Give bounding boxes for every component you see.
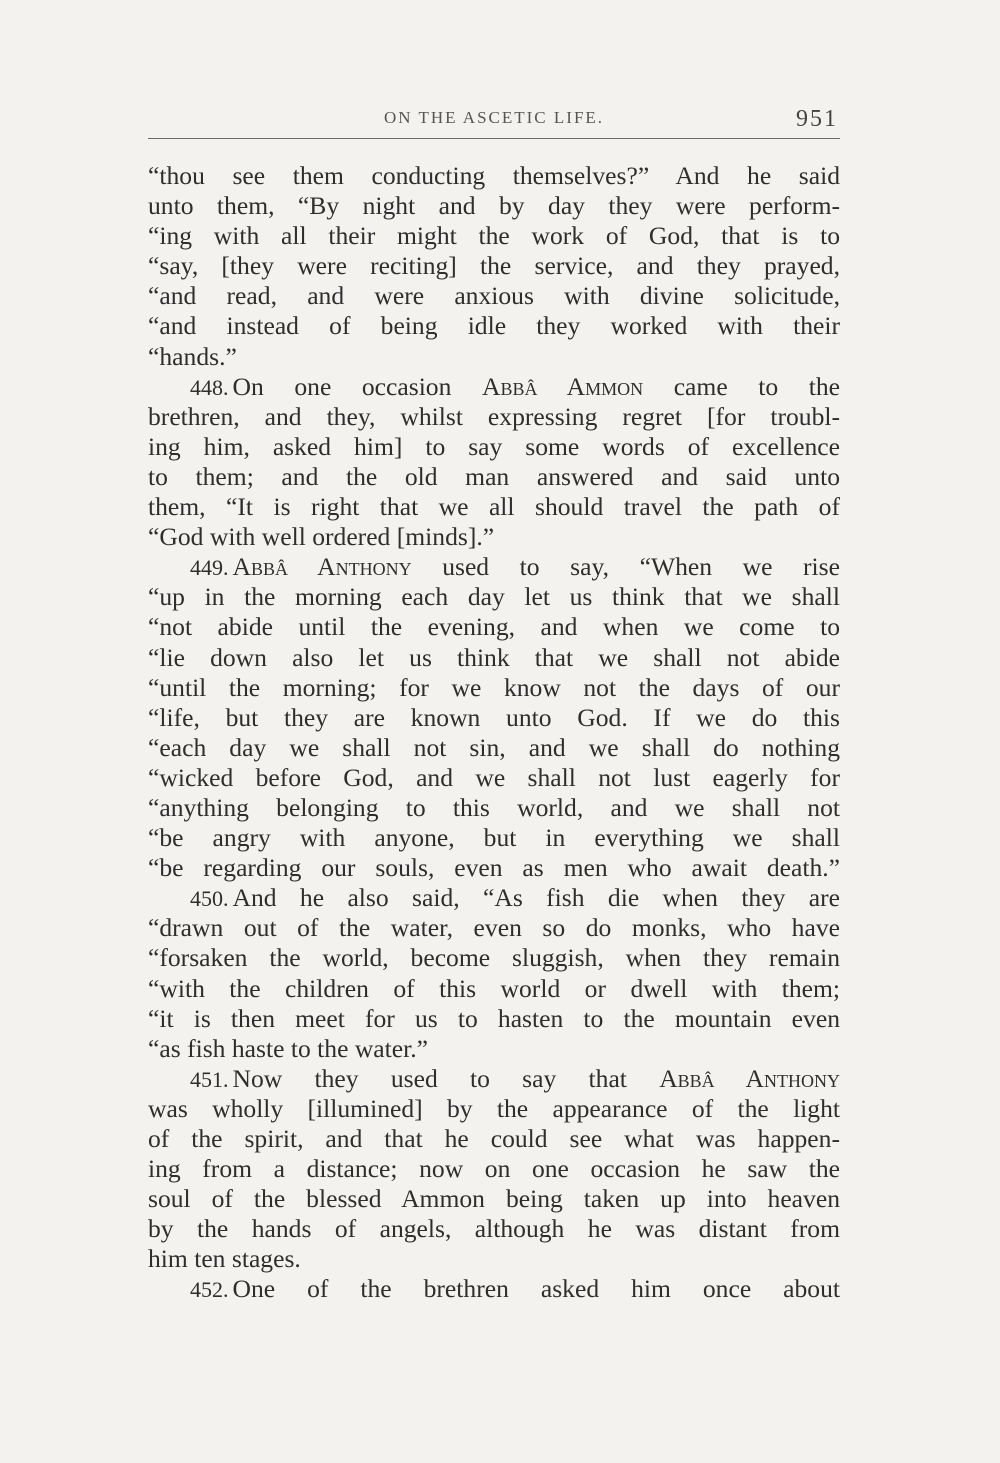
text-line: “ing with all their might the work of God, that is to: [148, 221, 840, 251]
text-line: “anything belonging to this world, and we shall not: [148, 792, 840, 822]
text-line: “as fish haste to the water.”: [148, 1033, 429, 1063]
body-text: [148, 161, 840, 1305]
text-line: [148, 1274, 840, 1304]
small-caps-name: Abbâ Anthony: [232, 552, 412, 582]
text-line: brethren, and they, whilst expressing regret [for troubl-: [148, 401, 840, 431]
text-line: “and instead of being idle they worked with their: [148, 311, 840, 341]
text-line: “life, but they are known unto God. If we do this: [148, 702, 840, 732]
text-segment: Now they used to say that: [232, 1063, 660, 1093]
text-line: to them; and the old man answered and said unto: [148, 461, 840, 491]
paragraph-number: 452.: [190, 1277, 229, 1303]
text-line: unto them, “By night and by day they were perform-: [148, 191, 840, 221]
text-line: [148, 372, 840, 402]
text-line: ing from a distance; now on one occasion he saw the: [148, 1154, 840, 1184]
paragraph-number: 448.: [190, 374, 229, 400]
text-line: ing him, asked him] to say some words of excellence: [148, 431, 840, 461]
text-segment: One of the brethren asked him once about: [232, 1274, 840, 1304]
text-line: “say, [they were reciting] the service, and they prayed,: [148, 251, 840, 281]
text-line: “lie down also let us think that we shall not abide: [148, 642, 840, 672]
text-line: [148, 883, 840, 913]
paragraph-number: 450.: [190, 886, 229, 912]
text-line: “up in the morning each day let us think that we shall: [148, 582, 840, 612]
text-line: him ten stages.: [148, 1244, 301, 1274]
text-line: “wicked before God, and we shall not lust eagerly for: [148, 762, 840, 792]
text-line: “thou see them conducting themselves?” And he said: [148, 161, 840, 190]
text-line: “be angry with anyone, but in everything we shall: [148, 823, 840, 853]
text-line: “each day we shall not sin, and we shall do nothing: [148, 732, 840, 762]
page-number: 951: [796, 106, 838, 132]
text-segment: used to say, “When we rise: [411, 552, 840, 582]
paragraph-number: 449.: [190, 555, 229, 581]
small-caps-name: Abbâ Anthony: [659, 1063, 840, 1093]
text-line: by the hands of angels, although he was distant from: [148, 1214, 840, 1244]
text-line: “not abide until the evening, and when we come to: [148, 612, 840, 642]
text-line: “with the children of this world or dwell with them;: [148, 973, 840, 1003]
text-line: “it is then meet for us to hasten to the mountain even: [148, 1003, 840, 1033]
text-line: “God with well ordered [minds].”: [148, 522, 495, 552]
book-page: [148, 104, 840, 1305]
text-line: “until the morning; for we know not the days of our: [148, 672, 840, 702]
running-head: [148, 104, 840, 139]
text-line: “and read, and were anxious with divine solicitude,: [148, 281, 840, 311]
text-line: “drawn out of the water, even so do monks, who have: [148, 913, 840, 943]
text-line: was wholly [illumined] by the appearance of the light: [148, 1093, 840, 1123]
text-line: them, “It is right that we all should travel the path of: [148, 492, 840, 522]
text-segment: And he also said, “As fish die when they are: [232, 883, 840, 913]
text-line: “hands.”: [148, 341, 237, 371]
text-line: [148, 1064, 840, 1094]
text-line: [148, 552, 840, 582]
text-segment: came to the: [643, 371, 840, 401]
text-line: “be regarding our souls, even as men who await death.”: [148, 853, 840, 883]
running-title: ON THE ASCETIC LIFE.: [383, 108, 605, 127]
small-caps-name: Abbâ Ammon: [481, 371, 644, 401]
text-segment: On one occasion: [232, 371, 482, 401]
text-line: of the spirit, and that he could see what was happen-: [148, 1124, 840, 1153]
text-line: “forsaken the world, become sluggish, when they remain: [148, 943, 840, 973]
paragraph-number: 451.: [190, 1066, 229, 1092]
text-line: soul of the blessed Ammon being taken up into heaven: [148, 1184, 840, 1214]
